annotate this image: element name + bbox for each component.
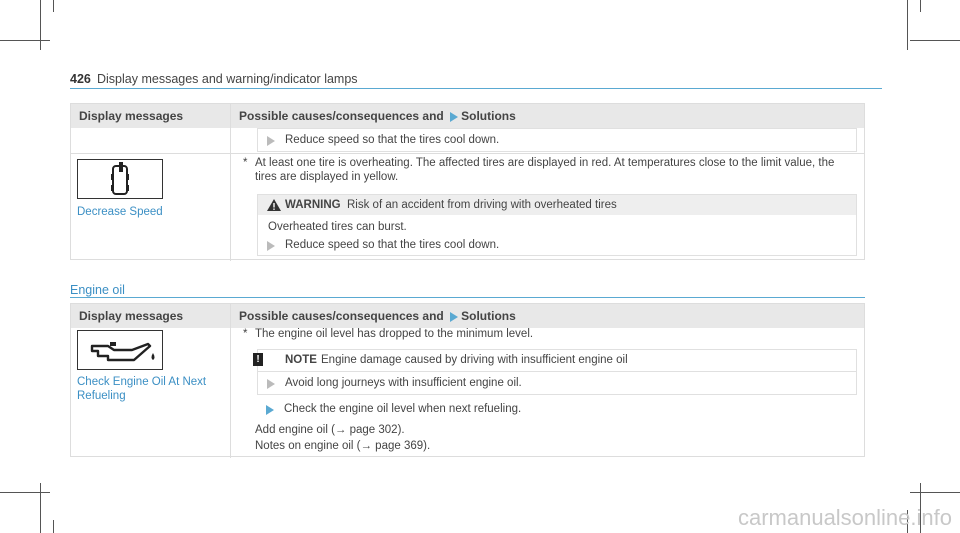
step-text: Reduce speed so that the tires cool down. <box>285 239 500 251</box>
oil-label-line2: Refueling <box>77 390 126 402</box>
table-header <box>71 304 864 328</box>
page-title: Display messages and warning/indicator lamps <box>97 72 358 86</box>
section-title: Engine oil <box>70 283 125 297</box>
col-display-messages: Display messages <box>79 309 184 323</box>
crop-mark <box>910 40 960 41</box>
cause-text-line1: At least one tire is overheating. The affected tires are displayed in red. At temperatures close to the limit value, the <box>255 157 835 169</box>
col-causes-label: Possible causes/consequences and <box>239 109 444 123</box>
add-oil-text: Add engine oil (→ page 302). <box>255 424 405 436</box>
crop-mark <box>53 520 54 533</box>
col-display-messages: Display messages <box>79 109 184 123</box>
warning-body: Overheated tires can burst. <box>268 221 407 233</box>
engine-oil-table <box>70 303 865 457</box>
crop-mark <box>40 0 41 50</box>
section-rule <box>70 297 865 298</box>
crop-mark <box>53 0 54 12</box>
step-arrow-icon <box>266 405 274 415</box>
tire-temperature-icon <box>77 159 163 199</box>
oil-can-icon <box>77 330 163 370</box>
crop-mark <box>920 0 921 12</box>
decrease-speed-label: Decrease Speed <box>77 206 163 218</box>
bullet: * <box>243 157 248 169</box>
col-causes <box>239 109 516 123</box>
table-header <box>71 104 864 128</box>
column-divider <box>230 104 231 261</box>
step-arrow-icon <box>267 241 275 251</box>
warning-triangle-icon <box>267 199 281 211</box>
row-divider <box>71 153 864 154</box>
bullet: * <box>243 328 248 340</box>
note-box <box>257 349 857 395</box>
note-divider <box>258 371 856 372</box>
cause-text-line2: tires are displayed in yellow. <box>255 171 399 183</box>
column-divider <box>230 304 231 458</box>
notes-oil-text: Notes on engine oil (→ page 369). <box>255 440 431 452</box>
arrow-icon <box>450 312 458 322</box>
col-solutions-label: Solutions <box>461 109 516 123</box>
step-box <box>257 128 857 152</box>
step-text: Reduce speed so that the tires cool down. <box>285 134 500 146</box>
note-title: NOTE <box>285 354 317 366</box>
col-causes-label: Possible causes/consequences and <box>239 309 444 323</box>
watermark: carmanualsonline.info <box>737 505 952 530</box>
step-arrow-icon <box>267 379 275 389</box>
tire-table <box>70 103 865 260</box>
header-rule <box>70 88 882 89</box>
page-number: 426 <box>70 72 91 86</box>
crop-mark <box>0 492 50 493</box>
warning-title: WARNING <box>285 199 341 211</box>
col-causes <box>239 309 516 323</box>
arrow-icon <box>450 112 458 122</box>
oil-label-line1: Check Engine Oil At Next <box>77 376 207 388</box>
crop-mark <box>910 492 960 493</box>
note-text: Engine damage caused by driving with insufficient engine oil <box>321 354 628 366</box>
col-solutions-label: Solutions <box>461 309 516 323</box>
crop-mark <box>40 483 41 533</box>
step-arrow-icon <box>267 136 275 146</box>
step-text: Check the engine oil level when next refueling. <box>284 403 522 415</box>
warning-box <box>257 194 857 256</box>
note-icon: ! <box>253 353 263 366</box>
crop-mark <box>0 40 50 41</box>
cause-text: The engine oil level has dropped to the minimum level. <box>255 328 534 340</box>
warning-text: Risk of an accident from driving with overheated tires <box>347 199 617 211</box>
note-step: Avoid long journeys with insufficient engine oil. <box>285 377 522 389</box>
crop-mark <box>907 0 908 50</box>
